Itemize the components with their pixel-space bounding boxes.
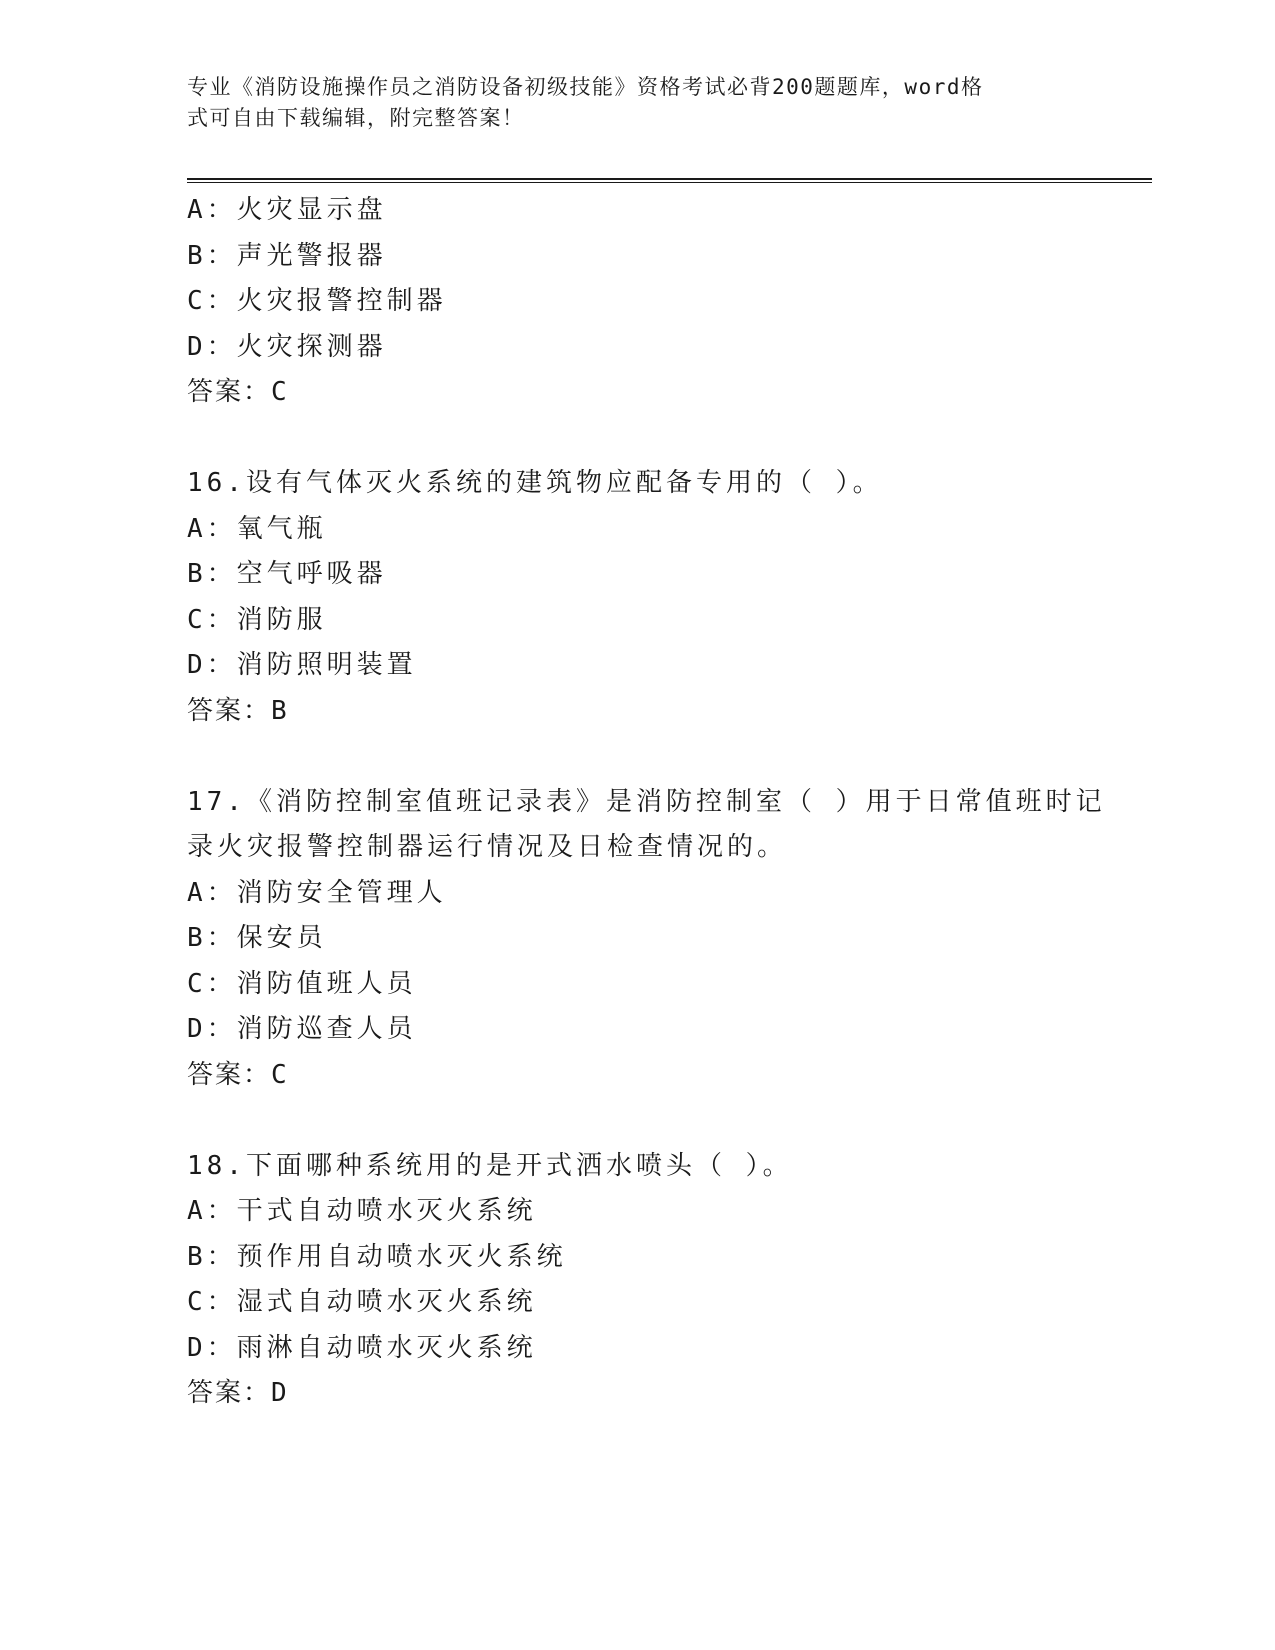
option-c: C：消防服 <box>187 604 327 635</box>
option-b: B：保安员 <box>187 923 327 953</box>
option-a: A：消防安全管理人 <box>187 877 447 908</box>
option-d: D：火灾探测器 <box>187 331 387 362</box>
option-c: C：湿式自动喷水灭火系统 <box>187 1287 537 1317</box>
option-b: B：空气呼吸器 <box>187 559 387 589</box>
spacer <box>187 416 1152 462</box>
answer-label: 答案： <box>187 1378 272 1408</box>
answer-line <box>187 1053 1152 1099</box>
option-b: B：声光警报器 <box>187 240 387 271</box>
answer-label: 答案： <box>187 377 272 407</box>
header-line-2: 式可自由下载编辑，附完整答案！ <box>187 106 525 130</box>
answer-value: C <box>271 377 288 407</box>
answer-line <box>187 689 1152 735</box>
option-a: A：氧气瓶 <box>187 513 327 544</box>
question-stem: 17.《消防控制室值班记录表》是消防控制室（ ）用于日常值班时记 <box>187 786 1106 817</box>
answer-line <box>187 1371 1152 1417</box>
answer-value: C <box>271 1059 288 1090</box>
document-header <box>187 72 1067 134</box>
question-stem: 16.设有气体灭火系统的建筑物应配备专用的（ ）。 <box>187 468 883 498</box>
question-stem-continued: 录火灾报警控制器运行情况及日检查情况的。 <box>187 832 788 862</box>
spacer <box>187 1098 1152 1144</box>
question-block-15 <box>187 188 1152 416</box>
header-divider <box>187 178 1152 183</box>
answer-line <box>187 370 1152 416</box>
question-block-16 <box>187 461 1152 734</box>
question-stem: 18.下面哪种系统用的是开式洒水喷头（ ）。 <box>187 1150 793 1181</box>
answer-value: D <box>271 1378 288 1408</box>
option-c: C：消防值班人员 <box>187 968 417 999</box>
option-b: B：预作用自动喷水灭火系统 <box>187 1241 567 1272</box>
option-a: A：火灾显示盘 <box>187 195 387 225</box>
header-line-1: 专业《消防设施操作员之消防设备初级技能》资格考试必背200题题库，word格 <box>187 75 984 99</box>
question-block-18 <box>187 1144 1152 1417</box>
option-d: D：消防巡查人员 <box>187 1014 417 1044</box>
option-d: D：消防照明装置 <box>187 650 417 680</box>
question-list <box>187 188 1152 1417</box>
option-d: D：雨淋自动喷水灭火系统 <box>187 1332 537 1363</box>
answer-label: 答案： <box>187 1059 272 1090</box>
answer-label: 答案： <box>187 695 272 726</box>
question-block-17 <box>187 780 1152 1099</box>
answer-value: B <box>271 695 288 726</box>
option-c: C：火灾报警控制器 <box>187 286 447 316</box>
option-a: A：干式自动喷水灭火系统 <box>187 1196 537 1226</box>
spacer <box>187 734 1152 780</box>
